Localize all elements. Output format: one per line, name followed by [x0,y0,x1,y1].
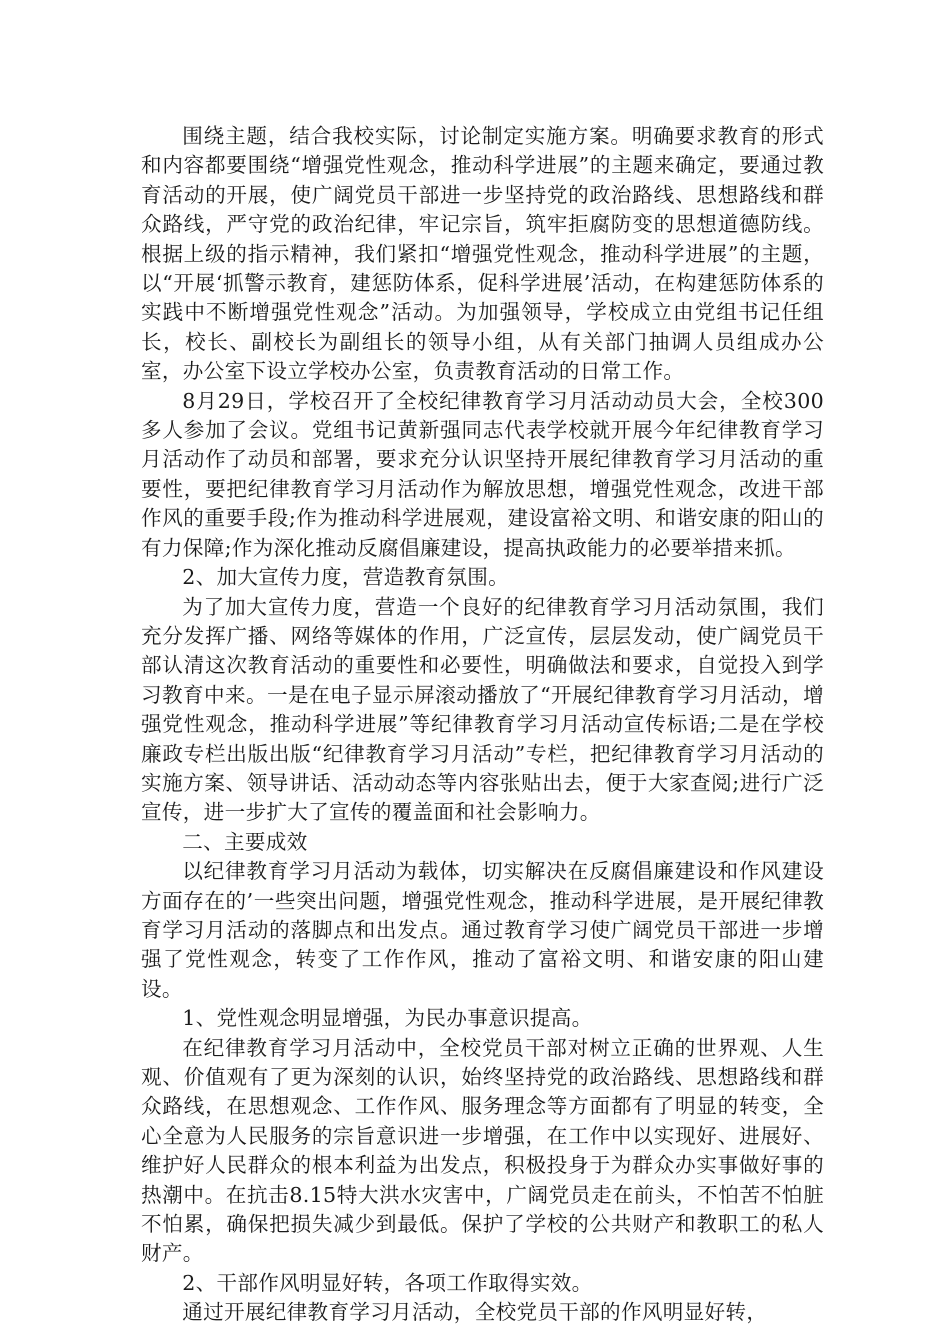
subheading-party-spirit: 1、党性观念明显增强，为民办事意识提高。 [182,1006,593,1031]
paragraph-main-results: 以纪律教育学习月活动为载体，切实解决在反腐倡廉建设和作风建设方面存在的’一些突出问题，增强党性观念，推动科学进展，是开展纪律教育学习月活动的落脚点和出发点。通过教育学习使广阔党员干部进一步增强了党性观念，转变了工作作风，推动了富裕文明、和谐安康的阳山建设。 [141,859,824,1001]
document-body [141,122,824,1328]
paragraph-mobilization-meeting: 8月29日，学校召开了全校纪律教育学习月活动动员大会，全校300多人参加了会议。党组书记黄新强同志代表学校就开展今年纪律教育学习月活动作了动员和部署，要求充分认识坚持开展纪律教育学习月活动的重要性，要把纪律教育学习月活动作为解放思想，增强党性观念，改进干部作风的重要手段;作为推动科学进展观，建设富裕文明、和谐安康的阳山的有力保障;作为深化推动反腐倡廉建设，提高执政能力的必要举措来抓。 [141,388,824,560]
paragraph-work-style: 通过开展纪律教育学习月活动，全校党员干部的作风明显好转， [182,1300,768,1325]
section-heading-main-results: 二、主要成效 [182,829,308,854]
paragraph-publicity: 为了加大宣传力度，营造一个良好的纪律教育学习月活动氛围，我们充分发挥广播、网络等媒体的作用，广泛宣传，层层发动，使广阔党员干部认清这次教育活动的重要性和必要性，明确做法和要求，自觉投入到学习教育中来。一是在电子显示屏滚动播放了“开展纪律教育学习月活动，增强党性观念，推动科学进展”等纪律教育学习月活动宣传标语;二是在学校廉政专栏出版出版“纪律教育学习月活动”专栏，把纪律教育学习月活动的实施方案、领导讲话、活动动态等内容张贴出去，便于大家查阅;进行广泛宣传，进一步扩大了宣传的覆盖面和社会影响力。 [141,594,824,825]
paragraph-party-spirit: 在纪律教育学习月活动中，全校党员干部对树立正确的世界观、人生观、价值观有了更为深刻的认识，始终坚持党的政治路线、思想路线和群众路线，在思想观念、工作作风、服务理念等方面都有了明显的转变，全心全意为人民服务的宗旨意识进一步增强，在工作中以实现好、进展好、维护好人民群众的根本利益为出发点，积极投身于为群众办实事做好事的热潮中。在抗击8.15特大洪水灾害中，广阔党员走在前头，不怕苦不怕脏不怕累，确保把损失减少到最低。保护了学校的公共财产和教职工的私人财产。 [141,1035,824,1266]
paragraph-implementation-plan: 围绕主题，结合我校实际，讨论制定实施方案。明确要求教育的形式和内容都要围绕“增强党性观念，推动科学进展”的主题来确定，要通过教育活动的开展，使广阔党员干部进一步坚持党的政治路线、思想路线和群众路线，严守党的政治纪律，牢记宗旨，筑牢拒腐防变的思想道德防线。根据上级的指示精神，我们紧扣“增强党性观念，推动科学进展”的主题，以“开展‘抓警示教育，建惩防体系，促科学进展’活动，在构建惩防体系的实践中不断增强党性观念”活动。为加强领导，学校成立由党组书记任组长，校长、副校长为副组长的领导小组，从有关部门抽调人员组成办公室，办公室下设立学校办公室，负责教育活动的日常工作。 [141,124,824,384]
subheading-publicity: 2、加大宣传力度，营造教育氛围。 [182,565,509,590]
subheading-work-style: 2、干部作风明显好转，各项工作取得实效。 [182,1270,593,1295]
